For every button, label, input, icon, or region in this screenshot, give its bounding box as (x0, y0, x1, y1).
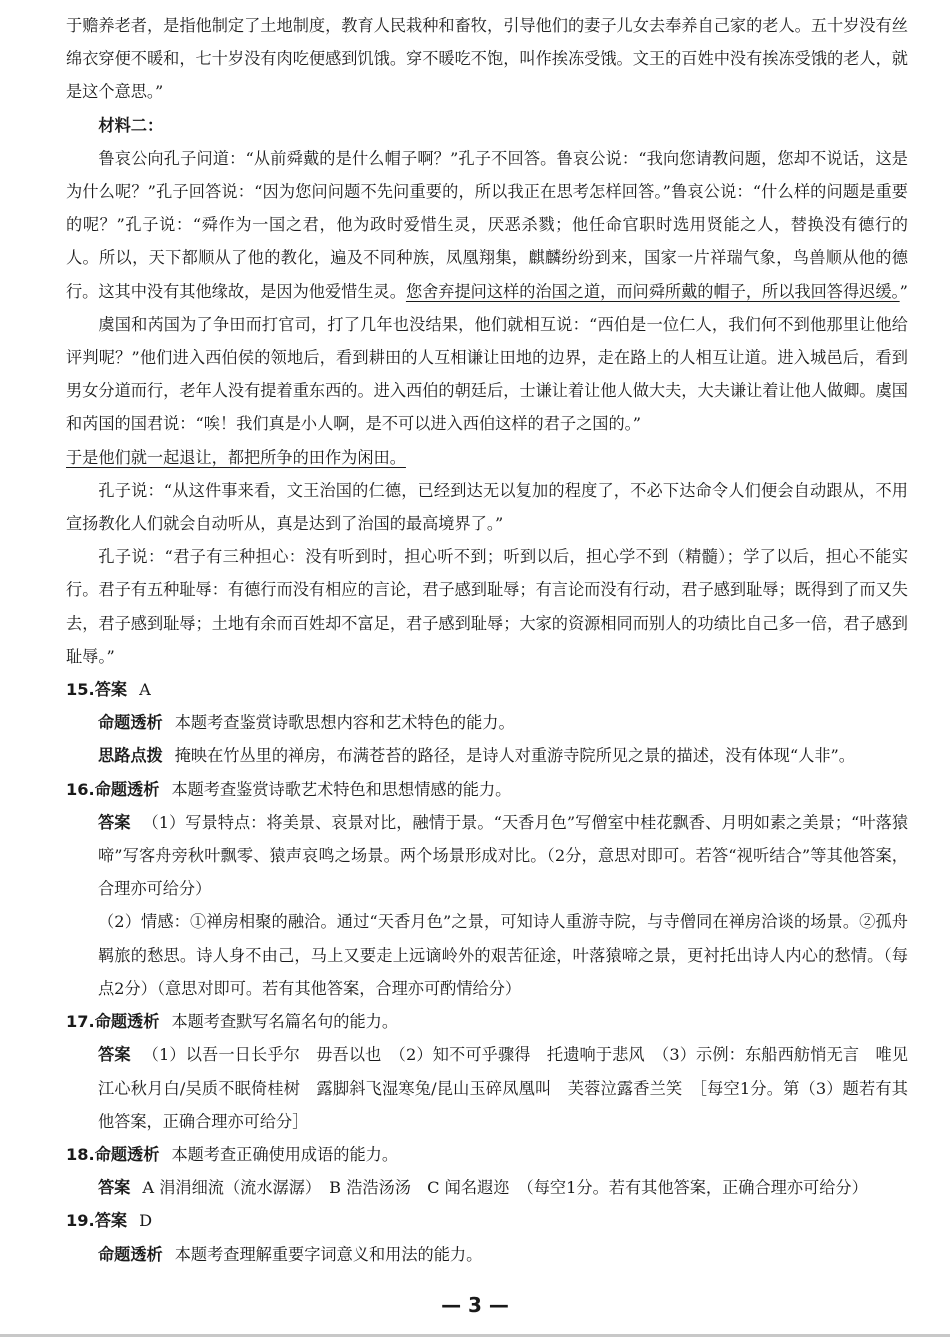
page-number: — 3 — (441, 1293, 509, 1317)
intent-label: 命题透析 (94, 1144, 160, 1164)
intent-label: 命题透析 (98, 713, 163, 733)
underlined-sentence: 于是他们就一起退让，都把所争的田作为闲田。 (66, 447, 406, 467)
question-19-intent (66, 1238, 908, 1271)
question-16-answer-1 (66, 806, 908, 906)
intent-label: 命题透析 (94, 1012, 160, 1032)
question-number: 15. (66, 680, 95, 700)
paragraph-confucius-1: 孔子说：“从这件事来看，文王治国的仁德，已经到达无以复加的程度了，不必下达命令人们便会自动跟从，不用宣扬教化人们就会自动听从，真是达到了治国的最高境界了。” (66, 480, 908, 534)
question-15-hint (66, 739, 908, 772)
paragraph-text: 鲁哀公向孔子问道：“从前舜戴的是什么帽子啊？”孔子不回答。鲁哀公说：“我向您请教问题，您却不说话，这是为什么呢？”孔子回答说：“因为您问问题不先问重要的，所以我正在思考怎样回答。”鲁哀公说：“什么样的问题是重要的呢？”孔子说：“舜作为一国之君，他为政时爱惜生灵，厌恶杀戮；他任命官职时选用贤能之人，替换没有德行的人。所以，天下都顺从了他的教化，遍及不同种族，凤凰翔集，麒麟纷纷到来，国家一片祥瑞气象，鸟兽顺从他的德行。这其中没有其他缘故，是因为他爱惜生灵。 (66, 148, 908, 301)
intent-label: 命题透析 (98, 1244, 163, 1264)
question-19-answer (66, 1204, 908, 1237)
answer-text: A 涓涓细流（流水潺潺） B 浩浩汤汤 C 闻名遐迩 （每空1分。若有其他答案，正确合理亦可给分） (142, 1178, 868, 1198)
intent-text: 本题考查理解重要字词意义和用法的能力。 (174, 1244, 483, 1264)
section-heading-material-2: 材料二： (98, 115, 164, 135)
answer-text: D (139, 1211, 153, 1231)
question-16-intent (66, 773, 908, 806)
paragraph-confucius-2: 孔子说：“君子有三种担心：没有听到时，担心听不到；听到以后，担心学不到（精髓）；学了以后，担心不能实行。君子有五种耻辱：有德行而没有相应的言论，君子感到耻辱；有言论而没有行动，君子感到耻辱；既得到了而又失去，君子感到耻辱；土地有余而百姓却不富足，君子感到耻辱；大家的资源相同而别人的功绩比自己多一倍，君子感到耻辱。” (66, 547, 908, 666)
answer-text: A (139, 680, 151, 700)
answer-label: 答案 (94, 680, 128, 700)
question-number: 17. (66, 1012, 95, 1032)
answer-label: 答案 (98, 1178, 131, 1198)
question-number: 19. (66, 1211, 95, 1231)
question-number: 16. (66, 779, 95, 799)
question-17-intent (66, 1005, 908, 1038)
footer-divider (0, 1334, 950, 1337)
question-15-intent (66, 706, 908, 739)
paragraph-yu-rui (66, 308, 908, 474)
answer-label: 答案 (98, 812, 131, 832)
question-17-answer (66, 1038, 908, 1138)
intent-text: 本题考查鉴赏诗歌思想内容和艺术特色的能力。 (174, 713, 515, 733)
closing-quote: ” (899, 281, 908, 301)
question-18-intent (66, 1138, 908, 1171)
answer-label: 答案 (98, 1045, 131, 1065)
intent-text: 本题考查鉴赏诗歌艺术特色和思想情感的能力。 (171, 779, 512, 799)
question-15-answer (66, 673, 908, 706)
answer-text: （1）以吾一日长乎尔 毋吾以也 （2）知不可乎骤得 托遗响于悲风 （3）示例：东船西舫悄无言 唯见江心秋月白/吴质不眠倚桂树 露脚斜飞湿寒兔/昆山玉碎凤凰叫 芙蓉泣露香兰笑 ［每空1分。第（3）题若有其他答案，正确合理亦可给分］ (98, 1045, 909, 1131)
question-number: 18. (66, 1144, 95, 1164)
question-16-answer-2: （2）情感：①禅房相聚的融洽。通过“天香月色”之景，可知诗人重游寺院，与寺僧同在禅房洽谈的场景。②孤舟羁旅的愁思。诗人身不由己，马上又要走上远谪岭外的艰苦征途，叶落猿啼之景，更衬托出诗人内心的愁情。（每点2分）（意思对即可。若有其他答案，合理亦可酌情给分） (98, 912, 908, 998)
paragraph-continued: 于赡养老者，是指他制定了土地制度，教育人民栽种和畜牧，引导他们的妻子儿女去奉养自己家的老人。五十岁没有丝绵衣穿便不暖和，七十岁没有肉吃便感到饥饿。穿不暖吃不饱，叫作挨冻受饿。文王的百姓中没有挨冻受饿的老人，就是这个意思。” (66, 16, 908, 102)
paragraph-lu-aigong (66, 142, 908, 308)
answer-text: （1）写景特点：将美景、哀景对比，融情于景。“天香月色”写僧室中桂花飘香、月明如素之美景；“叶落猿啼”写客舟旁秋叶飘零、猿声哀鸣之场景。两个场景形成对比。（2分，意思对即可。若答“视听结合”等其他答案，合理亦可给分） (98, 812, 909, 899)
paragraph-text: 虞国和芮国为了争田而打官司，打了几年也没结果，他们就相互说：“西伯是一位仁人，我们何不到他那里让他给评判呢？”他们进入西伯侯的领地后，看到耕田的人互相谦让田地的边界，走在路上的人相互让道。进入城邑后，看到男女分道而行，老年人没有提着重东西的。进入西伯的朝廷后，士谦让着让他人做大夫，大夫谦让着让他人做卿。虞国和芮国的国君说：“唉！我们真是小人啊，是不可以进入西伯这样的君子之国的。” (66, 314, 908, 434)
answer-label: 答案 (94, 1211, 128, 1231)
intent-text: 本题考查默写名篇名句的能力。 (171, 1012, 399, 1032)
hint-label: 思路点拨 (98, 746, 163, 766)
question-18-answer (66, 1171, 908, 1204)
hint-text: 掩映在竹丛里的禅房，布满苍苔的路径，是诗人对重游寺院所见之景的描述，没有体现“人非”。 (174, 746, 855, 766)
intent-label: 命题透析 (94, 779, 160, 799)
intent-text: 本题考查正确使用成语的能力。 (171, 1144, 399, 1164)
underlined-sentence: 您舍弃提问这样的治国之道，而问舜所戴的帽子，所以我回答得迟缓。 (405, 281, 900, 301)
page-content (66, 9, 908, 1271)
